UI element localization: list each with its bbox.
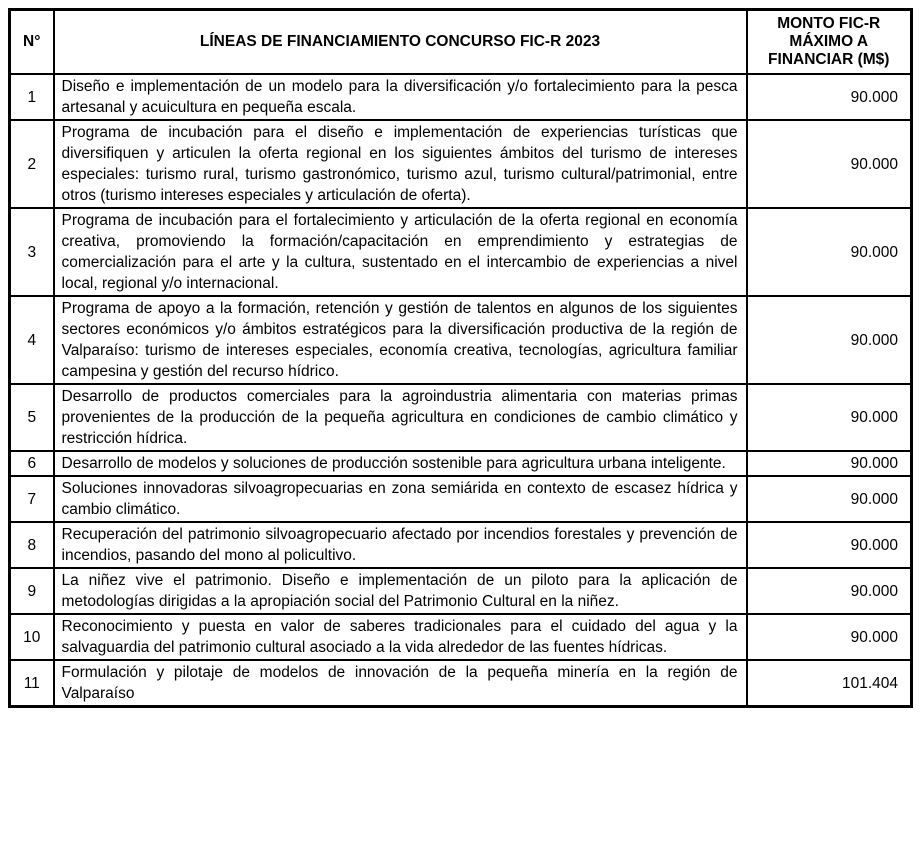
table-row <box>10 614 912 660</box>
line-description: Programa de incubación para el fortalecimiento y articulación de la oferta regional en economía creativa, promoviendo la formación/capacitación en emprendimiento y estrategias de comercialización para el arte y la cultura, sustentado en el intercambio de experiencias a nivel local, regional y/o internacional. <box>54 208 747 296</box>
table-row <box>10 476 912 522</box>
max-amount: 90.000 <box>747 568 912 614</box>
header-number: N° <box>10 10 54 75</box>
line-description: Programa de apoyo a la formación, retención y gestión de talentos en algunos de los siguientes sectores económicos y/o ámbitos estratégicos para la diversificación productiva de la región de Valparaíso: turismo de intereses especiales, economía creativa, tecnologías, agricultura familiar campesina y gestión del recurso hídrico. <box>54 296 747 384</box>
header-amount: MONTO FIC-R MÁXIMO A FINANCIAR (M$) <box>747 10 912 75</box>
max-amount: 90.000 <box>747 74 912 120</box>
table-row <box>10 660 912 707</box>
max-amount: 90.000 <box>747 120 912 208</box>
line-description: Diseño e implementación de un modelo para la diversificación y/o fortalecimiento para la pesca artesanal y acuicultura en pequeña escala. <box>54 74 747 120</box>
line-description: Reconocimiento y puesta en valor de saberes tradicionales para el cuidado del agua y la salvaguardia del patrimonio cultural asociado a la vida alrededor de las fuentes hídricas. <box>54 614 747 660</box>
max-amount: 90.000 <box>747 614 912 660</box>
table-row <box>10 384 912 451</box>
row-number: 5 <box>10 384 54 451</box>
header-row <box>10 10 912 75</box>
line-description: Desarrollo de modelos y soluciones de producción sostenible para agricultura urbana inteligente. <box>54 451 747 476</box>
row-number: 7 <box>10 476 54 522</box>
row-number: 6 <box>10 451 54 476</box>
table-row <box>10 522 912 568</box>
row-number: 1 <box>10 74 54 120</box>
header-description: LÍNEAS DE FINANCIAMIENTO CONCURSO FIC-R 2023 <box>54 10 747 75</box>
row-number: 8 <box>10 522 54 568</box>
line-description: La niñez vive el patrimonio. Diseño e implementación de un piloto para la aplicación de metodologías dirigidas a la apropiación social del Patrimonio Cultural en la niñez. <box>54 568 747 614</box>
max-amount: 90.000 <box>747 384 912 451</box>
funding-table-header <box>10 10 912 75</box>
row-number: 11 <box>10 660 54 707</box>
table-row <box>10 296 912 384</box>
max-amount: 90.000 <box>747 296 912 384</box>
table-row <box>10 451 912 476</box>
row-number: 3 <box>10 208 54 296</box>
line-description: Programa de incubación para el diseño e implementación de experiencias turísticas que diversifiquen y articulen la oferta regional en los siguientes ámbitos del turismo de intereses especiales: turismo rural, turismo gastronómico, turismo azul, turismo cultural/patrimonial, entre otros (turismo intereses especiales y articulación de oferta). <box>54 120 747 208</box>
max-amount: 90.000 <box>747 522 912 568</box>
funding-table-body <box>10 74 912 707</box>
table-row <box>10 568 912 614</box>
table-row <box>10 208 912 296</box>
max-amount: 90.000 <box>747 451 912 476</box>
max-amount: 101.404 <box>747 660 912 707</box>
row-number: 4 <box>10 296 54 384</box>
row-number: 2 <box>10 120 54 208</box>
max-amount: 90.000 <box>747 476 912 522</box>
table-row <box>10 120 912 208</box>
line-description: Desarrollo de productos comerciales para la agroindustria alimentaria con materias primas provenientes de la producción de la pequeña agricultura en condiciones de cambio climático y restricción hídrica. <box>54 384 747 451</box>
table-row <box>10 74 912 120</box>
row-number: 10 <box>10 614 54 660</box>
line-description: Recuperación del patrimonio silvoagropecuario afectado por incendios forestales y prevención de incendios, pasando del mono al policultivo. <box>54 522 747 568</box>
funding-lines-table <box>8 8 913 708</box>
line-description: Soluciones innovadoras silvoagropecuarias en zona semiárida en contexto de escasez hídrica y cambio climático. <box>54 476 747 522</box>
max-amount: 90.000 <box>747 208 912 296</box>
line-description: Formulación y pilotaje de modelos de innovación de la pequeña minería en la región de Valparaíso <box>54 660 747 707</box>
row-number: 9 <box>10 568 54 614</box>
